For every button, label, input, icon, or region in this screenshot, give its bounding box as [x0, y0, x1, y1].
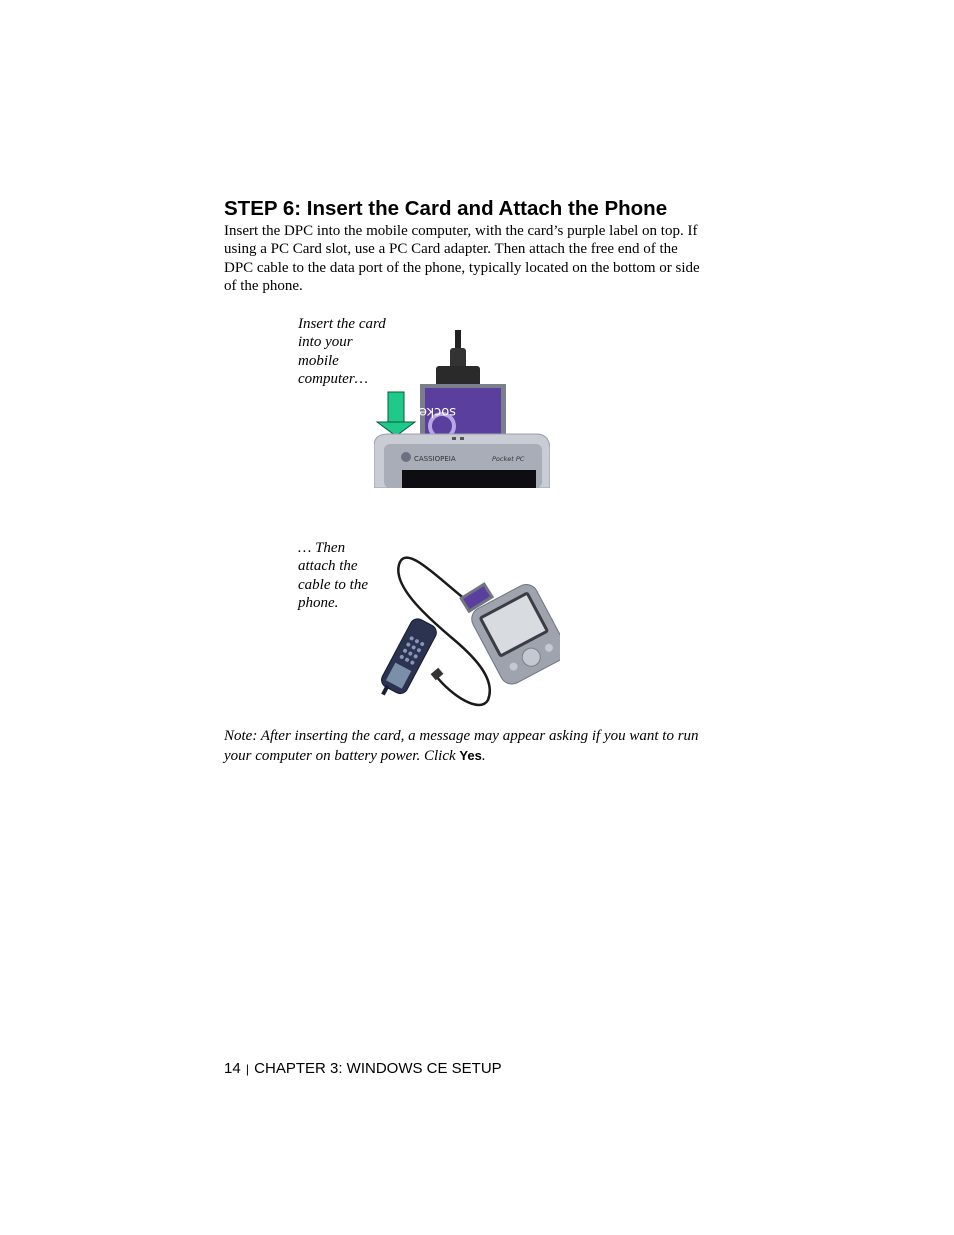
- insert-card-photo: [374, 330, 550, 488]
- device-brand-text: CASSIOPEIA: [414, 455, 456, 463]
- mobile-phone: [375, 616, 439, 703]
- device-screen: [402, 470, 536, 488]
- instruction-paragraph: Insert the DPC into the mobile computer, with the card’s purple label on top. If using a PC Card slot, use a PC Card adapter. Then attach the free end of the DPC cable to the data port of the phone, typically located on the bottom or side of the phone.: [224, 223, 700, 295]
- device-logo-icon: [401, 452, 411, 462]
- note-text: Note: After inserting the card, a message may appear asking if you want to run your computer on battery power. Click: [224, 728, 699, 764]
- down-arrow-icon: [377, 392, 415, 436]
- attach-phone-photo: [368, 548, 560, 710]
- page-number: 14: [224, 1060, 241, 1077]
- device-model-text: Pocket PC: [492, 455, 525, 463]
- section-heading: STEP 6: Insert the Card and Attach the Phone: [224, 197, 668, 220]
- figure1-caption: Insert the card into your mobile computer…: [298, 316, 386, 388]
- page-footer: [224, 1060, 502, 1077]
- phone-connector: [431, 668, 444, 681]
- battery-note: [224, 727, 704, 766]
- card-brand-text: socket: [413, 404, 456, 419]
- yes-button-label: Yes: [459, 748, 482, 763]
- chapter-title: CHAPTER 3: WINDOWS CE SETUP: [254, 1060, 502, 1077]
- note-end: .: [481, 748, 486, 764]
- figure2-caption: … Then attach the cable to the phone.: [298, 540, 368, 612]
- footer-separator: |: [245, 1062, 249, 1076]
